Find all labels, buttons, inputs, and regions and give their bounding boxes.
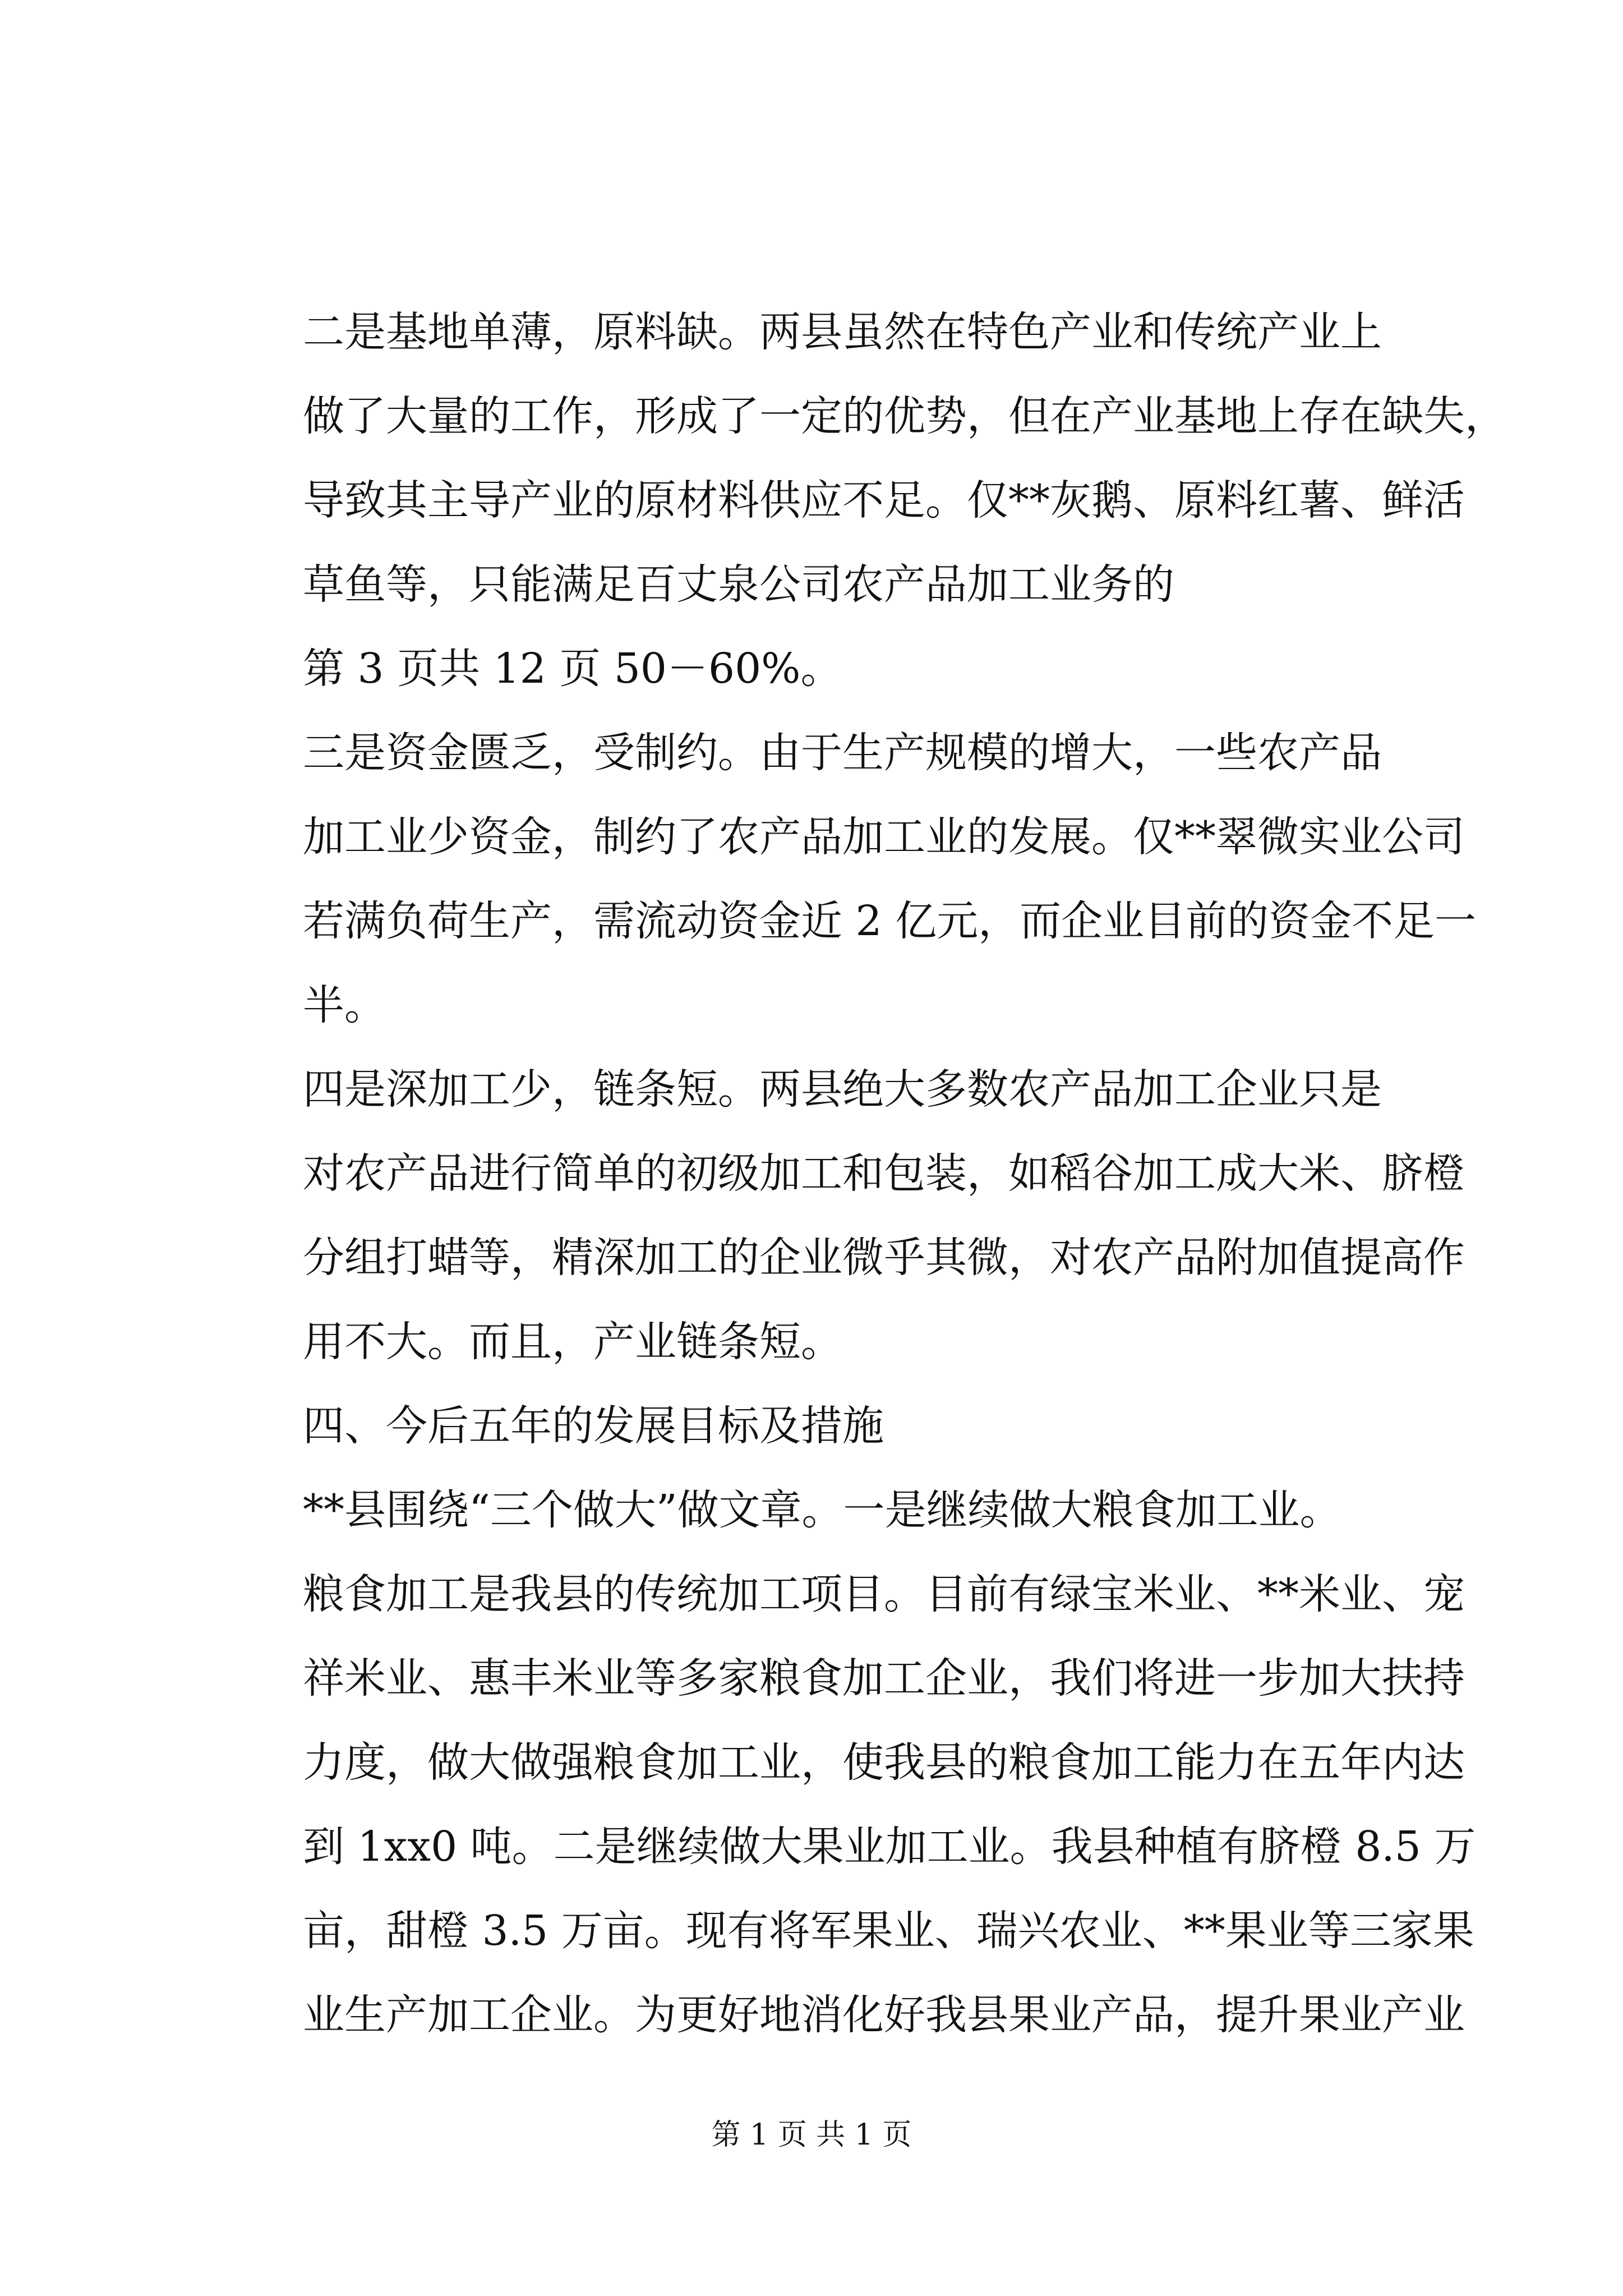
text-line: 用不大。而且，产业链条短。 bbox=[303, 1318, 842, 1366]
text-line: 导致其主导产业的原材料供应不足。仅**灰鹅、原料红薯、鲜活 bbox=[303, 476, 1465, 524]
text-line: 四是深加工少，链条短。两县绝大多数农产品加工企业只是 bbox=[303, 1065, 1382, 1114]
text-line: 草鱼等，只能满足百丈泉公司农产品加工业务的 bbox=[303, 560, 1174, 609]
text-line: 第 3 页共 12 页 50－60%。 bbox=[303, 645, 842, 693]
text-line: 分组打蜡等，精深加工的企业微乎其微，对农产品附加值提高作 bbox=[303, 1234, 1465, 1282]
text-line: 业生产加工企业。为更好地消化好我县果业产品，提升果业产业 bbox=[303, 1991, 1465, 2039]
text-line: 三是资金匮乏，受制约。由于生产规模的增大，一些农产品 bbox=[303, 729, 1382, 777]
text-line: 若满负荷生产，需流动资金近 2 亿元，而企业目前的资金不足一 bbox=[303, 897, 1477, 945]
text-line: 祥米业、惠丰米业等多家粮食加工企业，我们将进一步加大扶持 bbox=[303, 1654, 1465, 1703]
text-line: 二是基地单薄，原料缺。两县虽然在特色产业和传统产业上 bbox=[303, 308, 1382, 356]
section-heading: 四、今后五年的发展目标及措施 bbox=[303, 1402, 884, 1450]
text-line: 粮食加工是我县的传统加工项目。目前有绿宝米业、**米业、宠 bbox=[303, 1570, 1465, 1618]
page-footer: 第 1 页 共 1 页 bbox=[711, 2118, 912, 2152]
text-line: 到 1xx0 吨。二是继续做大果业加工业。我县种植有脐橙 8.5 万 bbox=[303, 1823, 1476, 1871]
text-line: 加工业少资金，制约了农产品加工业的发展。仅**翠微实业公司 bbox=[303, 813, 1465, 861]
text-line: 力度，做大做强粮食加工业，使我县的粮食加工能力在五年内达 bbox=[303, 1738, 1465, 1787]
text-line: 对农产品进行简单的初级加工和包装，如稻谷加工成大米、脐橙 bbox=[303, 1149, 1465, 1198]
text-line: 半。 bbox=[303, 981, 386, 1029]
text-line: 亩，甜橙 3.5 万亩。现有将军果业、瑞兴农业、**果业等三家果 bbox=[303, 1907, 1474, 1955]
text-line: 做了大量的工作，形成了一定的优势，但在产业基地上存在缺失， bbox=[303, 392, 1506, 440]
text-line: **县围绕“三个做大”做文章。一是继续做大粮食加工业。 bbox=[303, 1486, 1341, 1534]
